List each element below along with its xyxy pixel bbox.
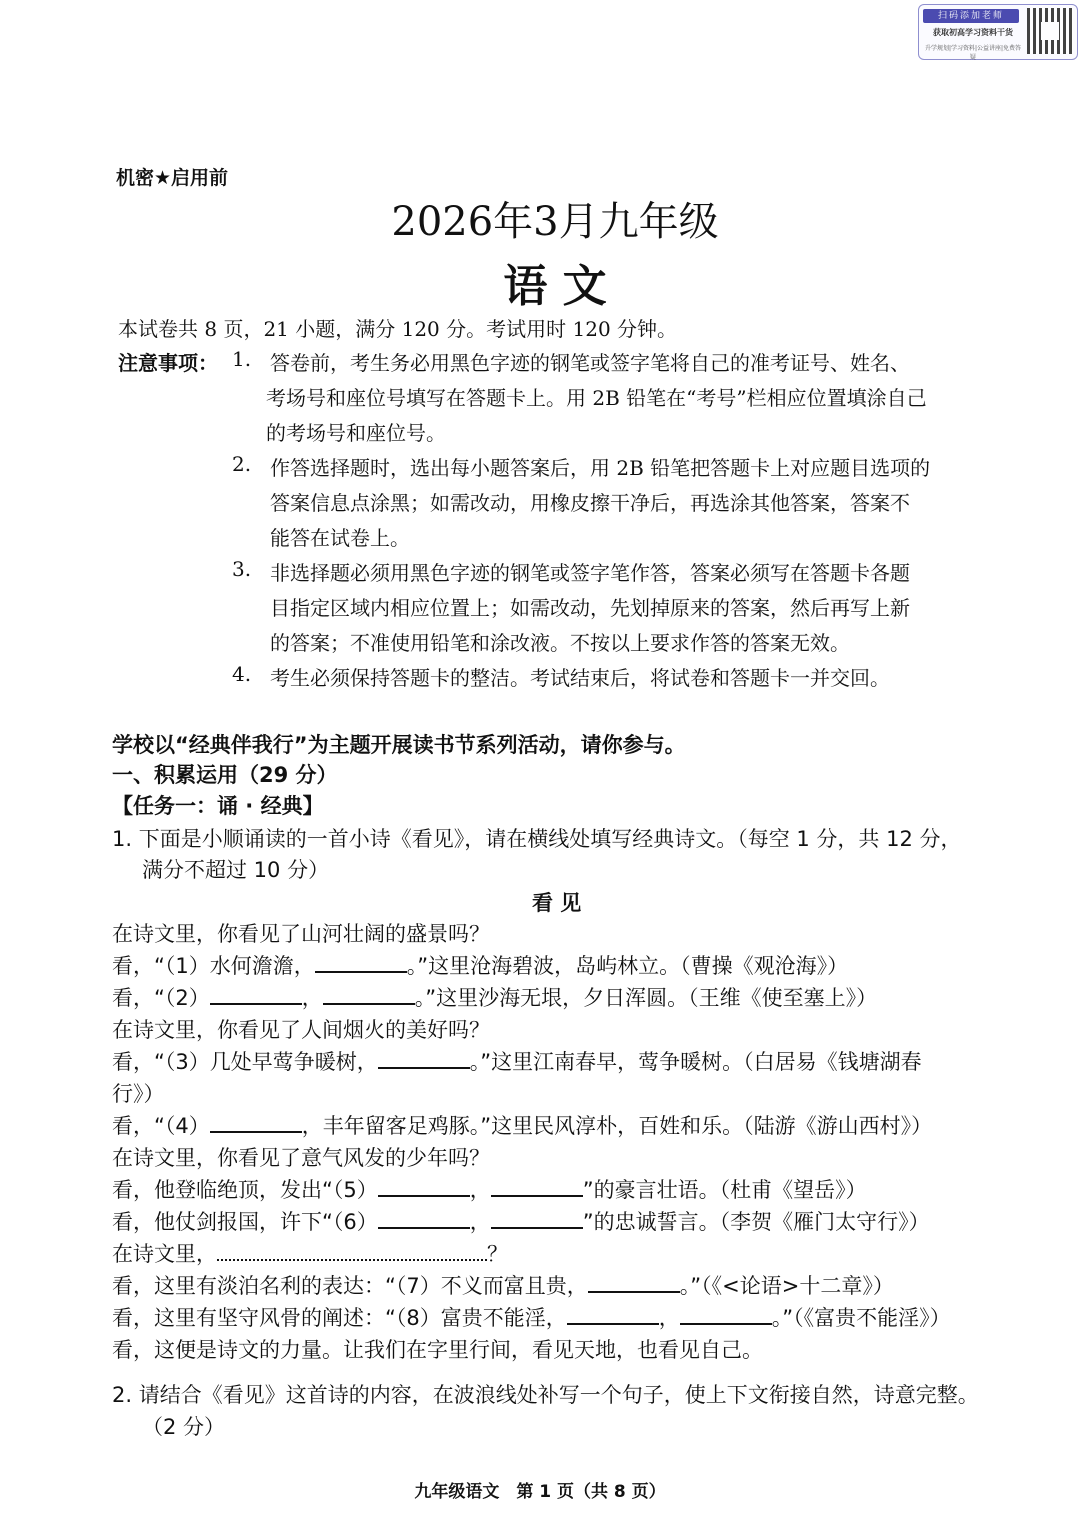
poem-text: ”的豪言壮语。（杜甫《望岳》） — [582, 1178, 867, 1202]
poem-text: 看，“（2） — [112, 986, 210, 1010]
poem-text: ”的忠诚誓言。（李贺《雁门太守行》） — [582, 1210, 930, 1234]
poem-line — [112, 1239, 508, 1269]
answer-blank-8a[interactable] — [567, 1305, 659, 1325]
note-2-line: 能答在试卷上。 — [270, 526, 410, 550]
poem-text: 看，这里有淡泊名利的表达：“（7）不义而富且贵， — [112, 1274, 588, 1298]
note-1-line: 考场号和座位号填写在答题卡上。用 2B 铅笔在“考号”栏相应位置填涂自己 — [266, 386, 927, 410]
poem-line — [112, 1207, 930, 1237]
wavy-answer-line[interactable] — [217, 1241, 487, 1261]
poem-text: 。”这里江南春早，莺争暖树。（白居易《钱塘湖春 — [469, 1050, 922, 1074]
note-2-line: 答案信息点涂黑；如需改动，用橡皮擦干净后，再选涂其他答案，答案不 — [270, 491, 910, 515]
note-3-line: 的答案；不准使用铅笔和涂改液。不按以上要求作答的答案无效。 — [270, 631, 850, 655]
poem-text: 在诗文里， — [112, 1242, 217, 1266]
badge-tags: 升学规划|学习资料|公益讲座|免费答疑 — [924, 45, 1022, 61]
activity-intro: 学校以“经典伴我行”为主题开展读书节系列活动，请你参与。 — [112, 733, 686, 757]
note-3-line: 目指定区域内相应位置上；如需改动，先划掉原来的答案，然后再写上新 — [270, 596, 910, 620]
answer-blank-3[interactable] — [378, 1049, 470, 1069]
poem-line: 在诗文里，你看见了山河壮阔的盛景吗？ — [112, 922, 490, 946]
answer-blank-5a[interactable] — [378, 1177, 470, 1197]
answer-blank-6a[interactable] — [378, 1209, 470, 1229]
page-footer: 九年级语文 第 1 页（共 8 页） — [414, 1482, 666, 1502]
answer-blank-6b[interactable] — [491, 1209, 583, 1229]
badge-subtitle: 获取初高学习资料干货 — [933, 28, 1013, 37]
poem-line — [112, 1047, 922, 1077]
confidential-mark: 机密★启用前 — [116, 167, 229, 189]
poem-text: ， — [469, 1210, 491, 1234]
badge-title: 扫码添加老师 — [923, 9, 1019, 23]
question-1-prompt-cont: 满分不超过 10 分） — [142, 858, 330, 882]
answer-blank-1[interactable] — [315, 953, 407, 973]
question-2-prompt: 2. 请结合《看见》这首诗的内容，在波浪线处补写一个句子，使上下文衔接自然，诗意完整。 — [112, 1383, 979, 1407]
poem-text: ？ — [487, 1242, 508, 1266]
answer-blank-7[interactable] — [588, 1273, 680, 1293]
task-heading: 【任务一：诵 · 经典】 — [112, 794, 324, 818]
poem-text: 。”这里沙海无垠，夕日浑圆。（王维《使至塞上》） — [414, 986, 878, 1010]
exam-info: 本试卷共 8 页，21 小题，满分 120 分。考试用时 120 分钟。 — [118, 317, 678, 341]
note-4-line: 考生必须保持答题卡的整洁。考试结束后，将试卷和答题卡一并交回。 — [270, 666, 890, 690]
poem-line: 在诗文里，你看见了人间烟火的美好吗？ — [112, 1018, 490, 1042]
note-1-line: 答卷前，考生务必用黑色字迹的钢笔或签字笔将自己的准考证号、姓名、 — [270, 351, 910, 375]
poem-text: 。”（《<论语>十二章》） — [679, 1274, 894, 1298]
poem-line: 看，这便是诗文的力量。让我们在字里行间，看见天地，也看见自己。 — [112, 1338, 763, 1362]
poem-text: 看，这里有坚守风骨的阐述：“（8）富贵不能淫， — [112, 1306, 567, 1330]
answer-blank-8b[interactable] — [680, 1305, 772, 1325]
note-3-line: 非选择题必须用黑色字迹的钢笔或签字笔作答，答案必须写在答题卡各题 — [270, 561, 910, 585]
poem-text: 看，他登临绝顶，发出“（5） — [112, 1178, 378, 1202]
note-4-number: 4. — [232, 662, 252, 686]
poem-title: 看 见 — [532, 891, 582, 915]
poem-text: ， — [469, 1178, 491, 1202]
poem-text: 看，他仗剑报国，许下“（6） — [112, 1210, 378, 1234]
notes-label: 注意事项： — [118, 351, 218, 375]
answer-blank-4[interactable] — [210, 1113, 302, 1133]
poem-text: ， — [658, 1306, 680, 1330]
poem-text: ，丰年留客足鸡豚。”这里民风淳朴，百姓和乐。（陆游《游山西村》） — [301, 1114, 933, 1138]
poem-line: 在诗文里，你看见了意气风发的少年吗？ — [112, 1146, 490, 1170]
answer-blank-2a[interactable] — [210, 985, 302, 1005]
note-3-number: 3. — [232, 557, 252, 581]
subject-title: 语 文 — [503, 261, 607, 312]
qr-code-icon — [1027, 8, 1073, 54]
poem-text: 。”（《富贵不能淫》） — [771, 1306, 951, 1330]
poem-text: 看，“（3）几处早莺争暖树， — [112, 1050, 378, 1074]
note-1-line: 的考场号和座位号。 — [266, 421, 446, 445]
poem-line — [112, 1175, 867, 1205]
note-2-line: 作答选择题时，选出每小题答案后，用 2B 铅笔把答题卡上对应题目选项的 — [270, 456, 931, 480]
question-1-prompt: 1. 下面是小顺诵读的一首小诗《看见》，请在横线处填写经典诗文。（每空 1 分，共 12 分， — [112, 827, 962, 851]
section-heading: 一、积累运用（29 分） — [112, 763, 338, 787]
exam-title: 2026年3月九年级 — [391, 199, 719, 245]
answer-blank-2b[interactable] — [323, 985, 415, 1005]
poem-text: ， — [301, 986, 323, 1010]
qr-badge — [918, 4, 1078, 60]
answer-blank-5b[interactable] — [491, 1177, 583, 1197]
poem-line — [112, 951, 848, 981]
poem-line — [112, 1271, 894, 1301]
note-2-number: 2. — [232, 452, 252, 476]
poem-text: 看，“（4） — [112, 1114, 210, 1138]
poem-line — [112, 1111, 932, 1141]
question-2-points: （2 分） — [142, 1415, 226, 1439]
poem-text: 。”这里沧海碧波，岛屿林立。（曹操《观沧海》） — [406, 954, 849, 978]
poem-line — [112, 1303, 951, 1333]
poem-line: 行》） — [112, 1082, 165, 1106]
poem-text: 看，“（1）水何澹澹， — [112, 954, 315, 978]
note-1-number: 1. — [232, 347, 252, 371]
poem-line — [112, 983, 877, 1013]
